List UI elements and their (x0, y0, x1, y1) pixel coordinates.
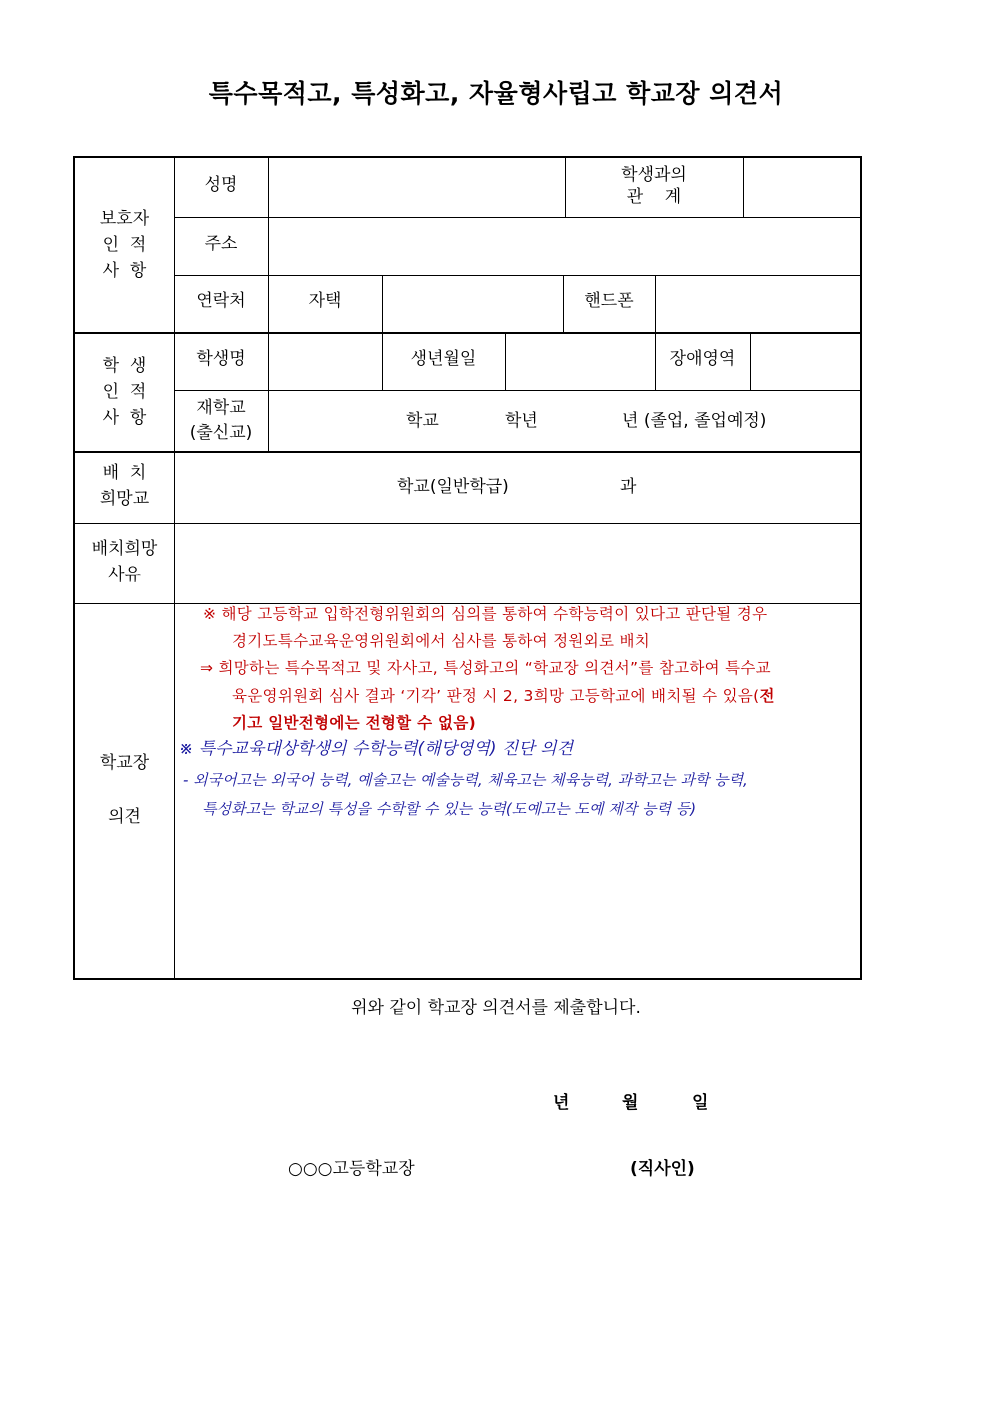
note-2-line-1: ⇒ 희망하는 특수목적고 및 자사고, 특성화고의 “학교장 의견서”를 참고하여 특수교 (200, 659, 771, 677)
relation-label: 학생과의 관 계 (621, 165, 687, 207)
note-1-line-1: ※ 해당 고등학교 입학전형위원회의 심의를 통하여 수학능력이 있다고 판단될 경우 (203, 605, 768, 623)
placement-dept-text: 과 (620, 477, 637, 497)
placement-label: 배 치 희망교 (99, 463, 150, 509)
school-text: 학교 (406, 411, 439, 431)
student-section-label: 학 생 인 적 사 항 (102, 356, 147, 428)
date-year: 년 (553, 1093, 570, 1113)
current-school-label: 재학교 (출신교) (189, 398, 253, 443)
diagnosis-detail-1: - 외국어고는 외국어 능력, 예술고는 예술능력, 체육고는 체육능력, 과학고는 과학 능력, (183, 771, 748, 789)
note-2-line-3: 기고 일반전형에는 전형할 수 없음) (232, 714, 476, 732)
home-phone-label: 자택 (308, 291, 342, 311)
opinion-form-table (73, 156, 862, 980)
mobile-phone-label: 핸드폰 (584, 291, 634, 311)
opinion-label-principal: 학교장 (99, 753, 150, 773)
document-title: 특수목적고, 특성화고, 자율형사립고 학교장 의견서 (208, 79, 784, 108)
seal-placeholder: (직사인) (630, 1159, 695, 1179)
row-divider (75, 332, 860, 334)
grade-text: 학년 (505, 411, 538, 431)
contact-label: 연락처 (196, 291, 246, 311)
placement-school-text: 학교(일반학급) (397, 477, 509, 497)
submission-statement: 위와 같이 학교장 의견서를 제출합니다. (351, 998, 641, 1018)
diagnosis-detail-2: 특성화고는 학교의 특성을 수학할 수 있는 능력(도예고는 도예 제작 능력 등) (202, 800, 697, 818)
note-2-line-2: 육운영위원회 심사 결과 ‘기각’ 판정 시 2, 3희망 고등학교에 배치될 수 있음(전 (232, 687, 775, 705)
address-label: 주소 (204, 234, 238, 254)
row-divider (75, 451, 860, 453)
reason-label: 배치희망 사유 (91, 539, 158, 585)
birth-date-label: 생년월일 (410, 349, 477, 369)
guardian-section-label: 보호자 인 적 사 항 (99, 209, 150, 281)
disability-area-label: 장애영역 (669, 349, 736, 369)
date-month: 월 (622, 1093, 639, 1113)
diagnosis-heading: ※ 특수교육대상학생의 수학능력(해당영역) 진단 의견 (179, 739, 573, 759)
graduation-text: 년 (졸업, 졸업예정) (622, 411, 767, 431)
note-1-line-2: 경기도특수교육운영위원회에서 심사를 통하여 정원외로 배치 (232, 632, 651, 650)
column-divider (174, 158, 175, 978)
row-divider (75, 523, 860, 524)
principal-name: ○○○고등학교장 (288, 1159, 415, 1179)
date-day: 일 (692, 1093, 709, 1113)
opinion-label-opinion: 의견 (108, 807, 141, 827)
guardian-name-label: 성명 (204, 175, 238, 195)
student-name-label: 학생명 (196, 349, 246, 369)
